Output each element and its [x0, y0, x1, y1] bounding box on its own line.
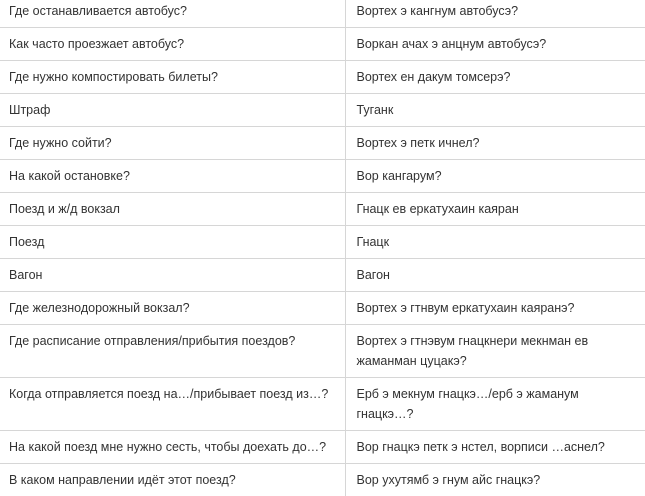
armenian-transliteration: Ерб э мекнум гнацкэ…/ерб э жаманум гнацкэ…? — [345, 378, 645, 431]
table-row — [0, 28, 645, 61]
russian-phrase: В каком направлении идёт этот поезд? — [0, 464, 345, 496]
russian-phrase: На какой поезд мне нужно сесть, чтобы доехать до…? — [0, 431, 345, 464]
table-row — [0, 61, 645, 94]
armenian-transliteration: Вортех ен дакум томсерэ? — [345, 61, 645, 94]
russian-phrase: Поезд и ж/д вокзал — [0, 193, 345, 226]
table-row — [0, 193, 645, 226]
russian-phrase: Где останавливается автобус? — [0, 0, 345, 28]
russian-phrase: Где нужно сойти? — [0, 127, 345, 160]
russian-phrase: На какой остановке? — [0, 160, 345, 193]
table-row — [0, 0, 645, 28]
russian-phrase: Когда отправляется поезд на…/прибывает поезд из…? — [0, 378, 345, 431]
armenian-transliteration: Вортех э кангнум автобусэ? — [345, 0, 645, 28]
russian-phrase: Поезд — [0, 226, 345, 259]
table-row — [0, 94, 645, 127]
russian-phrase: Как часто проезжает автобус? — [0, 28, 345, 61]
armenian-transliteration: Вор ухутямб э гнум айс гнацкэ? — [345, 464, 645, 496]
armenian-transliteration: Воркан ачах э анцнум автобусэ? — [345, 28, 645, 61]
armenian-transliteration: Гнацк — [345, 226, 645, 259]
table-row — [0, 464, 645, 496]
armenian-transliteration: Туганк — [345, 94, 645, 127]
russian-phrase: Где железнодорожный вокзал? — [0, 292, 345, 325]
armenian-transliteration: Вор гнацкэ петк э нстел, ворписи …аснел? — [345, 431, 645, 464]
armenian-transliteration: Вортех э гтнвум еркатухаин каяранэ? — [345, 292, 645, 325]
table-row — [0, 127, 645, 160]
table-row — [0, 226, 645, 259]
russian-phrase: Штраф — [0, 94, 345, 127]
russian-phrase: Где нужно компостировать билеты? — [0, 61, 345, 94]
armenian-transliteration: Гнацк ев еркатухаин каяран — [345, 193, 645, 226]
table-row — [0, 292, 645, 325]
armenian-transliteration: Вортех э петк ичнел? — [345, 127, 645, 160]
table-row — [0, 325, 645, 378]
russian-phrase: Где расписание отправления/прибытия поездов? — [0, 325, 345, 378]
table-row — [0, 378, 645, 431]
armenian-transliteration: Вагон — [345, 259, 645, 292]
table-row — [0, 431, 645, 464]
table-row — [0, 160, 645, 193]
armenian-transliteration: Вортех э гтнэвум гнацкнери мекнман ев жаманман цуцакэ? — [345, 325, 645, 378]
russian-phrase: Вагон — [0, 259, 345, 292]
table-row — [0, 259, 645, 292]
armenian-transliteration: Вор кангарум? — [345, 160, 645, 193]
